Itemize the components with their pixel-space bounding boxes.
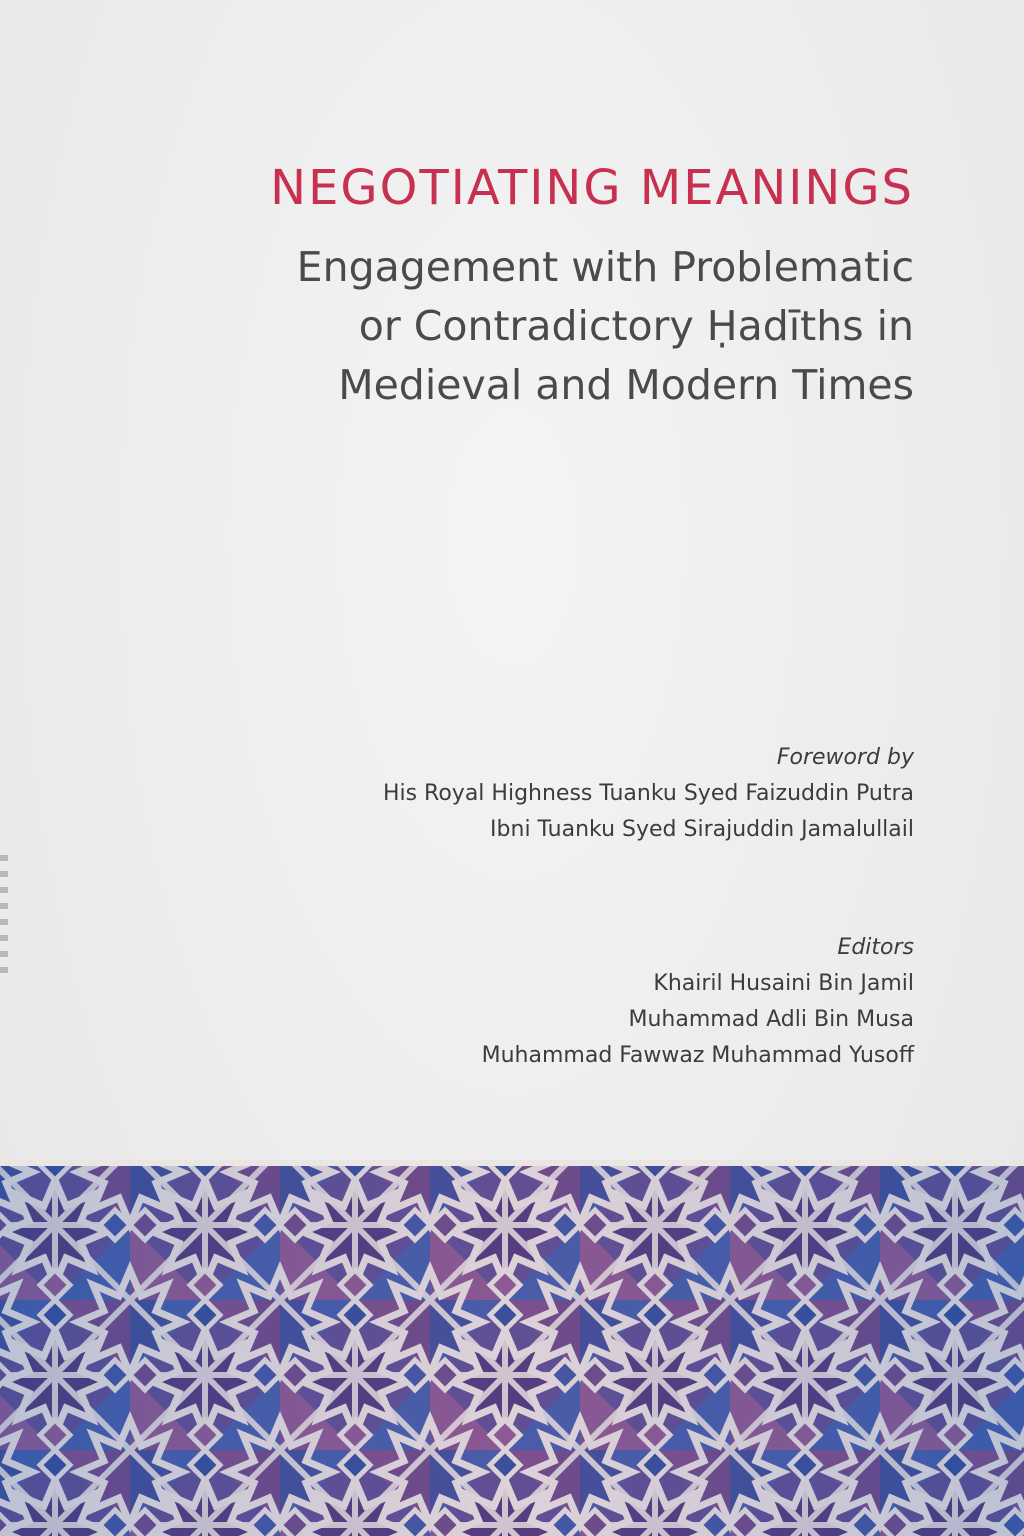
book-title: NEGOTIATING MEANINGS [270, 160, 914, 216]
foreword-name-line: Ibni Tuanku Syed Sirajuddin Jamalullail [490, 817, 914, 842]
foreword-name-line: His Royal Highness Tuanku Syed Faizuddin Putra [382, 781, 914, 806]
subtitle-line: or Contradictory Ḥadīths in [358, 302, 914, 350]
subtitle-line: Engagement with Problematic [296, 243, 914, 291]
foreword-label: Foreword by [776, 745, 914, 770]
spine-edge-marks [0, 855, 8, 975]
book-subtitle [154, 238, 914, 415]
islamic-star-pattern [0, 1160, 1024, 1536]
editor-name: Khairil Husaini Bin Jamil [653, 971, 914, 996]
subtitle-line: Medieval and Modern Times [338, 361, 914, 409]
editors-label: Editors [837, 935, 914, 960]
geometric-pattern-band [0, 1160, 1024, 1536]
foreword-block [383, 740, 914, 848]
editor-name: Muhammad Adli Bin Musa [628, 1007, 914, 1032]
editor-name: Muhammad Fawwaz Muhammad Yusoff [481, 1043, 914, 1068]
editors-block [482, 930, 914, 1074]
